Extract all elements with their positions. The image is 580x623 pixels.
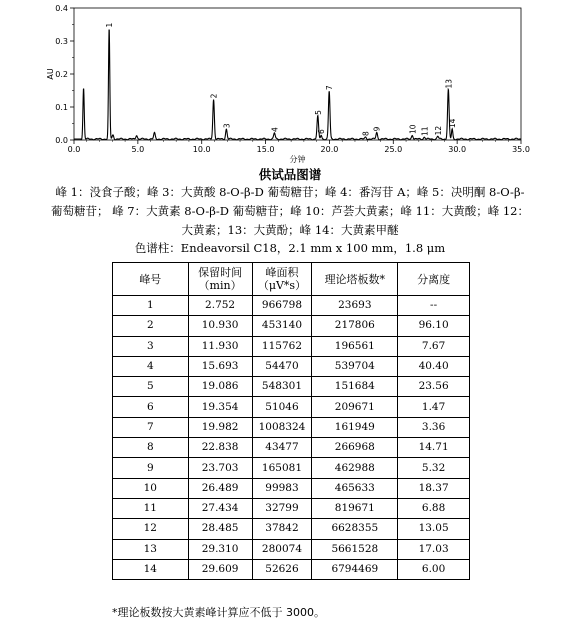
table-cell: 6794469 xyxy=(312,559,398,579)
table-cell: 18.37 xyxy=(398,478,470,498)
table-cell: 14 xyxy=(113,559,189,579)
table-cell: 5661528 xyxy=(312,539,398,559)
header-resolution: 分离度 xyxy=(398,263,470,296)
table-row xyxy=(113,417,470,437)
legend-line: 峰 1：没食子酸；峰 3：大黄酸 8-O-β-D 葡萄糖苷；峰 4：番泻苷 A；峰 5：决明酮 8-O-β- xyxy=(55,185,525,199)
table-cell: 6 xyxy=(113,397,189,417)
peak-label: 1 xyxy=(105,22,115,28)
peak-label: 12 xyxy=(433,125,443,136)
table-cell: 37842 xyxy=(252,519,312,539)
peak-label: 13 xyxy=(444,78,454,89)
table-cell: 29.609 xyxy=(188,559,252,579)
peak-label: 4 xyxy=(270,127,280,133)
table-cell: 22.838 xyxy=(188,438,252,458)
peak-label: 10 xyxy=(408,124,418,135)
peak-label: 3 xyxy=(222,123,232,129)
table-cell: 17.03 xyxy=(398,539,470,559)
table-cell: 280074 xyxy=(252,539,312,559)
table-cell: 99983 xyxy=(252,478,312,498)
x-tick-label: 10.0 xyxy=(192,145,211,154)
x-tick-label: 0.0 xyxy=(67,145,81,154)
table-cell: 19.086 xyxy=(188,377,252,397)
peak-legend xyxy=(4,183,576,240)
table-row xyxy=(113,539,470,559)
y-tick-label: 0.1 xyxy=(55,103,68,112)
table-cell: 209671 xyxy=(312,397,398,417)
table-row xyxy=(113,316,470,336)
table-cell: 7 xyxy=(113,417,189,437)
table-cell: 5 xyxy=(113,377,189,397)
table-cell: 217806 xyxy=(312,316,398,336)
table-header-row xyxy=(113,263,470,296)
figure-title: 供试品图谱 xyxy=(258,167,322,182)
x-tick-label: 15.0 xyxy=(256,145,275,154)
table-cell: 29.310 xyxy=(188,539,252,559)
table-cell: 27.434 xyxy=(188,498,252,518)
table-cell: 15.693 xyxy=(188,356,252,376)
legend-line: 大黄素；13：大黄酚；峰 14：大黄素甲醚 xyxy=(181,223,399,237)
table-row xyxy=(113,356,470,376)
table-cell: 9 xyxy=(113,458,189,478)
table-cell: 28.485 xyxy=(188,519,252,539)
table-cell: 13.05 xyxy=(398,519,470,539)
table-cell: -- xyxy=(398,296,470,316)
x-tick-label: 25.0 xyxy=(384,145,403,154)
header-peak-area: 峰面积 （μV*s） xyxy=(252,263,312,296)
y-tick-label: 0.2 xyxy=(55,70,68,79)
table-row xyxy=(113,498,470,518)
table-row xyxy=(113,397,470,417)
table-cell: 51046 xyxy=(252,397,312,417)
legend-line: 葡萄糖苷； 峰 7：大黄素 8-O-β-D 葡萄糖苷；峰 10：芦荟大黄素；峰 11：大黄酸；峰 12： xyxy=(51,204,529,218)
table-row xyxy=(113,296,470,316)
table-cell: 96.10 xyxy=(398,316,470,336)
x-tick-label: 35.0 xyxy=(512,145,530,154)
table-row xyxy=(113,478,470,498)
table-cell: 462988 xyxy=(312,458,398,478)
table-cell: 548301 xyxy=(252,377,312,397)
peak-label: 5 xyxy=(313,110,323,115)
table-cell: 2.752 xyxy=(188,296,252,316)
table-row xyxy=(113,519,470,539)
table-cell: 19.982 xyxy=(188,417,252,437)
header-theoretical-plates: 理论塔板数* xyxy=(312,263,398,296)
table-cell: 1008324 xyxy=(252,417,312,437)
x-tick-label: 20.0 xyxy=(320,145,339,154)
table-row xyxy=(113,377,470,397)
x-tick-label: 30.0 xyxy=(448,145,467,154)
table-cell: 6.00 xyxy=(398,559,470,579)
chromatogram xyxy=(0,0,580,170)
table-cell: 13 xyxy=(113,539,189,559)
table-cell: 54470 xyxy=(252,356,312,376)
table-cell: 52626 xyxy=(252,559,312,579)
table-cell: 10 xyxy=(113,478,189,498)
table-cell: 115762 xyxy=(252,336,312,356)
table-cell: 12 xyxy=(113,519,189,539)
table-cell: 3 xyxy=(113,336,189,356)
table-cell: 26.489 xyxy=(188,478,252,498)
table-cell: 10.930 xyxy=(188,316,252,336)
y-tick-label: 0.3 xyxy=(55,37,68,46)
x-axis-label: 分钟 xyxy=(289,155,306,164)
results-table xyxy=(112,262,470,580)
table-cell: 165081 xyxy=(252,458,312,478)
table-cell: 6628355 xyxy=(312,519,398,539)
table-cell: 151684 xyxy=(312,377,398,397)
y-tick-label: 0.4 xyxy=(55,4,68,13)
table-cell: 23.56 xyxy=(398,377,470,397)
table-row xyxy=(113,559,470,579)
table-cell: 966798 xyxy=(252,296,312,316)
header-peak-no: 峰号 xyxy=(113,263,189,296)
table-cell: 32799 xyxy=(252,498,312,518)
table-cell: 1.47 xyxy=(398,397,470,417)
peak-label: 11 xyxy=(420,126,430,137)
x-tick-label: 5.0 xyxy=(131,145,145,154)
table-cell: 1 xyxy=(113,296,189,316)
table-cell: 40.40 xyxy=(398,356,470,376)
y-axis-label: AU xyxy=(46,68,55,80)
table-cell: 19.354 xyxy=(188,397,252,417)
table-cell: 14.71 xyxy=(398,438,470,458)
table-cell: 453140 xyxy=(252,316,312,336)
table-row xyxy=(113,336,470,356)
peak-label: 6 xyxy=(317,129,327,135)
table-cell: 4 xyxy=(113,356,189,376)
table-cell: 196561 xyxy=(312,336,398,356)
peak-label: 8 xyxy=(361,131,371,137)
footnote: *理论板数按大黄素峰计算应不低于 3000。 xyxy=(112,606,325,619)
table-cell: 7.67 xyxy=(398,336,470,356)
table-cell: 161949 xyxy=(312,417,398,437)
table-cell: 2 xyxy=(113,316,189,336)
table-cell: 465633 xyxy=(312,478,398,498)
header-retention-time: 保留时间 （min） xyxy=(188,263,252,296)
table-cell: 23.703 xyxy=(188,458,252,478)
table-cell: 539704 xyxy=(312,356,398,376)
peak-label: 2 xyxy=(209,93,219,99)
column-info: 色谱柱：Endeavorsil C18，2.1 mm x 100 mm，1.8 μm xyxy=(134,241,446,255)
table-cell: 266968 xyxy=(312,438,398,458)
table-row xyxy=(113,438,470,458)
table-cell: 11.930 xyxy=(188,336,252,356)
table-cell: 11 xyxy=(113,498,189,518)
peak-label: 7 xyxy=(325,85,335,91)
table-cell: 3.36 xyxy=(398,417,470,437)
peak-label: 9 xyxy=(372,126,382,132)
table-cell: 43477 xyxy=(252,438,312,458)
peak-label: 14 xyxy=(448,118,458,129)
table-cell: 819671 xyxy=(312,498,398,518)
table-cell: 8 xyxy=(113,438,189,458)
table-cell: 5.32 xyxy=(398,458,470,478)
table-cell: 6.88 xyxy=(398,498,470,518)
table-row xyxy=(113,458,470,478)
table-cell: 23693 xyxy=(312,296,398,316)
y-tick-label: 0.0 xyxy=(55,136,68,145)
